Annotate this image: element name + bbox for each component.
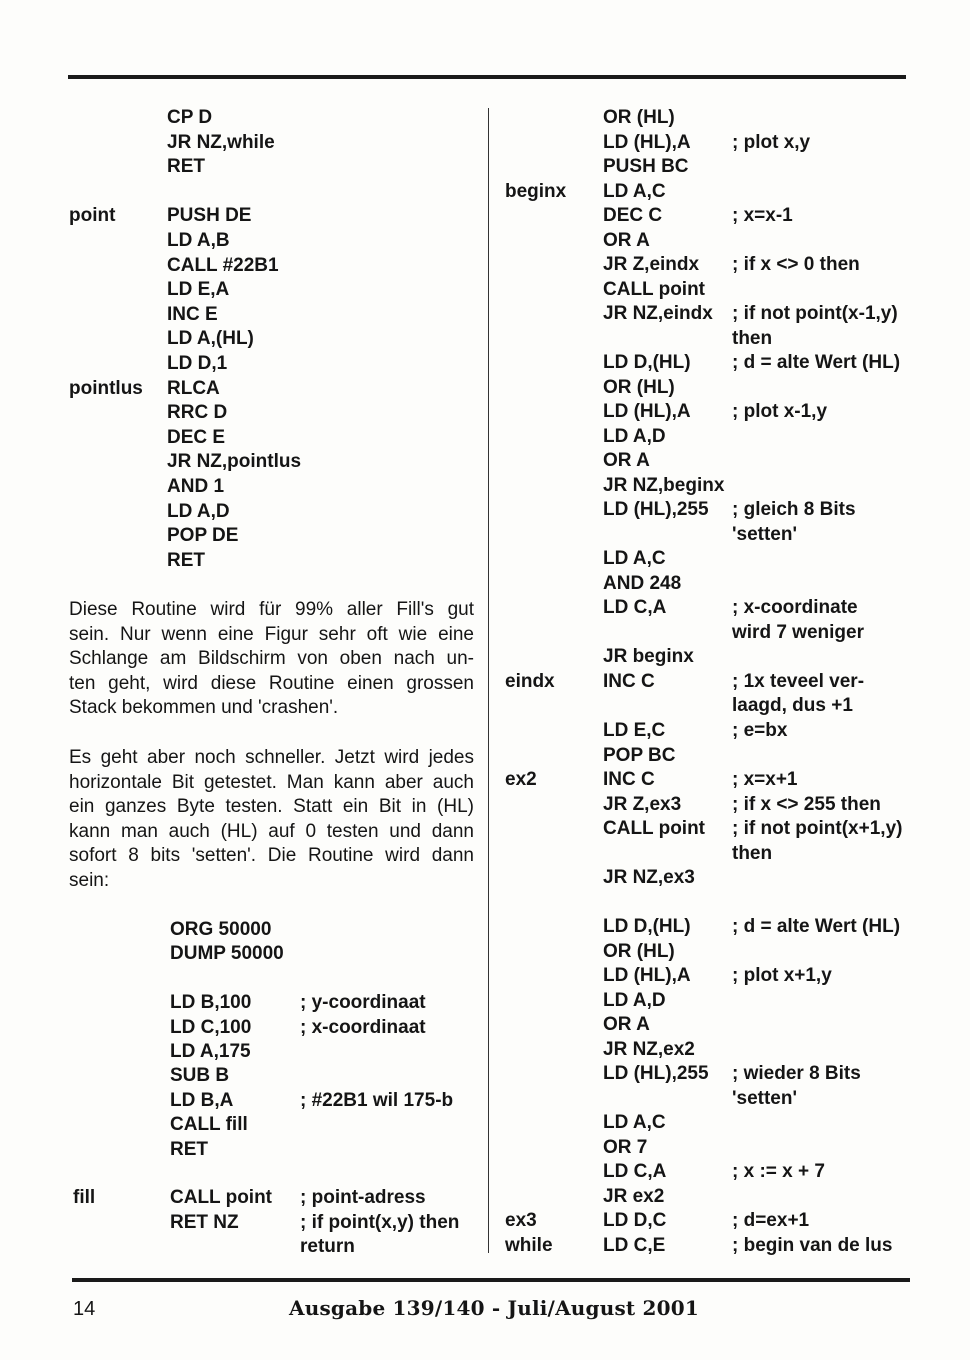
code-comment: ; plot x+1,y xyxy=(732,965,832,987)
code-comment: return xyxy=(300,1236,355,1258)
code-comment: ; plot x-1,y xyxy=(732,401,828,423)
code-instruction: CALL point xyxy=(603,818,706,840)
code-comment: 'setten' xyxy=(732,523,797,545)
code-instruction: LD (HL),A xyxy=(603,965,691,987)
code-comment: ; gleich 8 Bits xyxy=(732,499,856,521)
code-instruction: CALL fill xyxy=(170,1114,248,1136)
code-instruction: LD A,C xyxy=(603,548,666,570)
code-instruction: POP BC xyxy=(603,744,676,766)
code-instruction: AND 1 xyxy=(167,476,225,497)
code-comment: wird 7 weniger xyxy=(732,621,864,643)
code-comment: ; x=x+1 xyxy=(732,769,798,791)
code-comment: 'setten' xyxy=(732,1087,797,1109)
code-instruction: OR (HL) xyxy=(603,940,675,962)
code-comment: ; if not point(x-1,y) xyxy=(732,303,898,325)
code-instruction: POP DE xyxy=(167,525,239,547)
code-instruction: LD B,A xyxy=(170,1089,234,1111)
paragraph-line: Schlange am Bildschirm von oben nach un- xyxy=(69,648,474,670)
code-instruction: LD C,E xyxy=(603,1234,666,1256)
code-comment: ; if point(x,y) then xyxy=(300,1211,460,1233)
code-comment: ; #22B1 wil 175-b xyxy=(300,1089,454,1111)
code-comment: ; x-coordinate xyxy=(732,597,858,619)
code-instruction: LD C,A xyxy=(603,1161,667,1183)
code-instruction: AND 248 xyxy=(603,572,682,594)
code-instruction: CP D xyxy=(167,107,213,128)
code-instruction: JR NZ,beginx xyxy=(603,474,725,496)
code-label: eindx xyxy=(505,670,555,692)
code-label: ex2 xyxy=(505,769,537,791)
paragraph-line: sein. Nur wenn eine Figur sehr oft wie eine xyxy=(69,623,474,645)
code-label: beginx xyxy=(505,180,567,202)
code-comment: ; e=bx xyxy=(732,720,788,741)
code-instruction: LD A,175 xyxy=(170,1041,251,1062)
code-comment: then xyxy=(732,327,773,349)
paragraph-line: Es geht aber noch schneller. Jetzt wird jedes xyxy=(69,747,474,768)
code-instruction: LD (HL),255 xyxy=(603,1063,709,1085)
code-instruction: LD D,(HL) xyxy=(603,352,691,374)
code-instruction: RET xyxy=(170,1138,208,1160)
page-number: 14 xyxy=(73,1298,96,1320)
code-instruction: LD D,C xyxy=(603,1210,667,1232)
code-instruction: LD E,C xyxy=(603,720,666,741)
code-instruction: RRC D xyxy=(167,402,228,424)
code-instruction: JR NZ,ex3 xyxy=(603,867,695,889)
code-instruction: LD D,(HL) xyxy=(603,916,691,938)
code-instruction: JR ex2 xyxy=(603,1185,665,1207)
code-instruction: PUSH DE xyxy=(167,205,252,227)
code-instruction: LD A,D xyxy=(167,500,230,522)
code-comment: ; if not point(x+1,y) xyxy=(732,818,903,840)
code-instruction: JR NZ,pointlus xyxy=(167,451,302,473)
code-instruction: LD C,100 xyxy=(170,1016,252,1038)
code-instruction: LD E,A xyxy=(167,279,230,301)
code-comment: laagd, dus +1 xyxy=(732,695,853,717)
code-instruction: JR Z,ex3 xyxy=(603,793,682,815)
code-instruction: JR NZ,while xyxy=(167,131,275,153)
code-comment: ; if x <> 0 then xyxy=(732,254,860,276)
code-instruction: LD A,D xyxy=(603,989,666,1011)
code-instruction: OR (HL) xyxy=(603,107,675,128)
code-instruction: ORG 50000 xyxy=(170,919,272,940)
code-instruction: RET xyxy=(167,549,205,571)
code-instruction: RET xyxy=(167,156,205,178)
code-instruction: OR 7 xyxy=(603,1136,648,1158)
code-instruction: LD A,C xyxy=(603,180,666,202)
code-instruction: LD (HL),A xyxy=(603,401,691,423)
code-comment: ; wieder 8 Bits xyxy=(732,1063,861,1085)
code-instruction: CALL point xyxy=(170,1187,273,1209)
code-comment: ; begin van de lus xyxy=(732,1234,893,1256)
paragraph-line: ten geht, wird diese Routine einen grossen xyxy=(69,672,474,694)
code-comment: ; 1x teveel ver- xyxy=(732,670,865,692)
top-rule xyxy=(68,75,906,79)
code-instruction: LD A,B xyxy=(167,230,230,251)
code-instruction: JR Z,eindx xyxy=(603,254,700,276)
code-instruction: OR (HL) xyxy=(603,376,675,398)
code-instruction: LD C,A xyxy=(603,597,667,619)
code-instruction: LD (HL),A xyxy=(603,131,691,153)
code-instruction: INC C xyxy=(603,670,655,692)
code-comment: ; point-adress xyxy=(300,1187,426,1209)
code-instruction: OR A xyxy=(603,229,650,251)
code-comment: ; x-coordinaat xyxy=(300,1016,426,1038)
code-comment: ; x := x + 7 xyxy=(732,1161,825,1183)
code-instruction: LD (HL),255 xyxy=(603,499,709,521)
code-instruction: PUSH BC xyxy=(603,156,689,178)
code-instruction: LD D,1 xyxy=(167,353,228,374)
code-label: pointlus xyxy=(69,377,143,399)
code-instruction: LD A,C xyxy=(603,1112,666,1134)
code-comment: ; d = alte Wert (HL) xyxy=(732,352,901,374)
code-comment: ; plot x,y xyxy=(732,131,811,153)
code-instruction: RET NZ xyxy=(170,1211,239,1233)
code-label: while xyxy=(505,1234,553,1256)
code-instruction: INC E xyxy=(167,303,218,325)
code-instruction: RLCA xyxy=(167,377,220,399)
code-instruction: DEC C xyxy=(603,205,663,227)
code-comment: ; y-coordinaat xyxy=(300,992,426,1014)
code-comment: ; d = alte Wert (HL) xyxy=(732,916,901,938)
code-instruction: LD A,(HL) xyxy=(167,328,254,350)
code-instruction: JR beginx xyxy=(603,646,694,668)
code-instruction: DEC E xyxy=(167,426,226,448)
code-instruction: SUB B xyxy=(170,1065,230,1087)
code-label: ex3 xyxy=(505,1210,537,1232)
code-instruction: JR NZ,ex2 xyxy=(603,1038,695,1060)
paragraph-line: sein: xyxy=(69,870,110,891)
code-comment: ; if x <> 255 then xyxy=(732,793,881,815)
code-instruction: OR A xyxy=(603,1014,650,1036)
code-instruction: CALL point xyxy=(603,278,706,300)
code-instruction: INC C xyxy=(603,769,655,791)
code-instruction: JR NZ,eindx xyxy=(603,303,713,325)
code-comment: ; x=x-1 xyxy=(732,205,793,227)
column-divider xyxy=(488,108,489,1253)
paragraph-line: sofort 8 bits 'setten'. Die Routine wird dann xyxy=(69,845,474,867)
paragraph-line: ein ganzes Byte testen. Statt ein Bit in (HL) xyxy=(69,796,474,818)
paragraph-line: horizontale Bit getestet. Man kann aber auch xyxy=(69,771,474,793)
code-instruction: DUMP 50000 xyxy=(170,943,284,965)
code-instruction: CALL #22B1 xyxy=(167,254,279,276)
issue-footer: Ausgabe 139/140 - Juli/August 2001 xyxy=(289,1296,699,1320)
code-instruction: OR A xyxy=(603,450,650,472)
code-instruction: LD B,100 xyxy=(170,992,252,1014)
code-label: fill xyxy=(73,1187,96,1209)
paragraph-line: kann man auch (HL) auf 0 testen und dann xyxy=(69,820,474,842)
paragraph-line: Stack bekommen und 'crashen'. xyxy=(69,697,339,719)
paragraph-line: Diese Routine wird für 99% aller Fill's gut xyxy=(69,599,474,620)
code-comment: then xyxy=(732,842,773,864)
bottom-rule xyxy=(72,1278,910,1282)
code-comment: ; d=ex+1 xyxy=(732,1210,810,1232)
code-label: point xyxy=(69,205,116,227)
code-instruction: LD A,D xyxy=(603,425,666,447)
